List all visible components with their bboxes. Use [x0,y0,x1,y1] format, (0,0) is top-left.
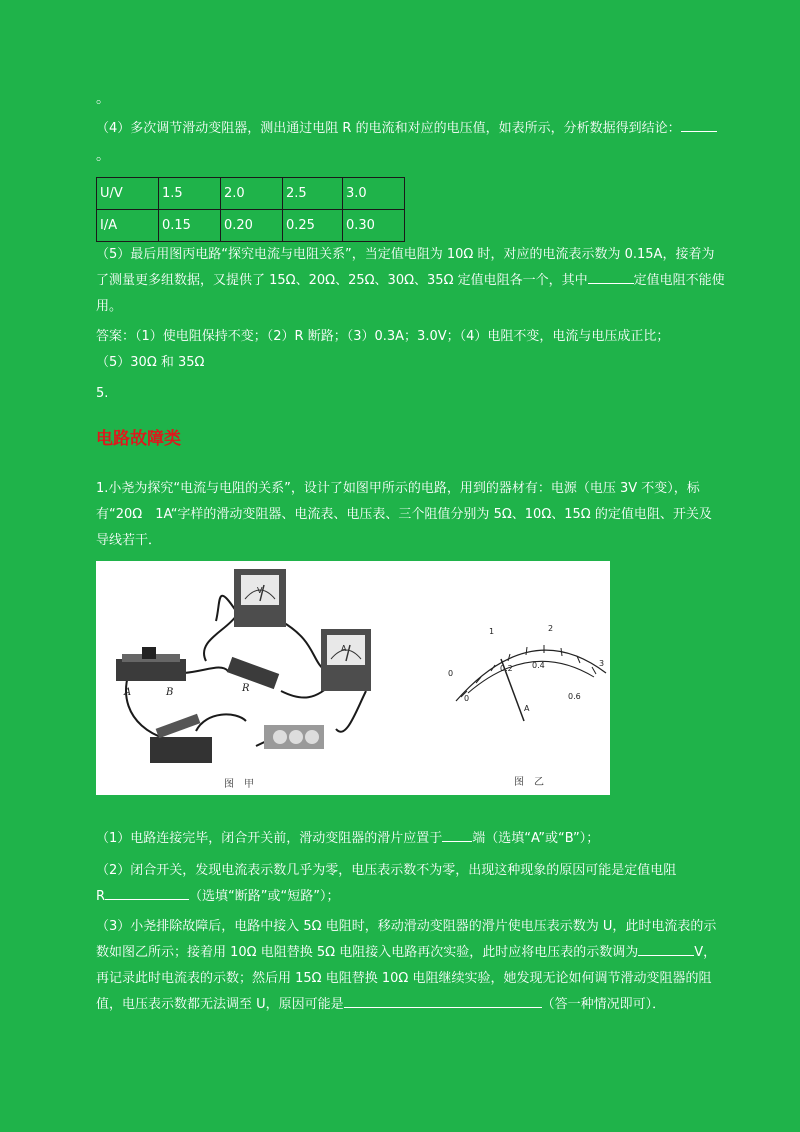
sub-question-2-r: R [96,889,106,904]
table-cell: I/A [97,210,159,242]
stray-period: 。 [96,91,110,107]
question-5-line1: （5）最后用图丙电路“探究电流与电阻关系”，当定值电阻为 10Ω 时，对应的电流表示数为 0.15A，接着为 [96,247,715,262]
sub-question-3-line4-tail: （答一种情况即可）． [541,997,666,1012]
dial-unit: A [524,704,530,713]
ammeter-dial [456,645,606,721]
question-5-line2-text: 了测量更多组数据，又提供了 15Ω、20Ω、25Ω、30Ω、35Ω 定值电阻各一个，其中 [96,273,588,288]
answer-blank [638,941,694,956]
problem-1-line1: 1.小尧为探究“电流与电阻的关系”，设计了如图甲所示的电路，用到的器材有：电源（电压 3V 不变），标 [96,481,700,496]
table-cell: 2.5 [283,178,343,210]
sub-question-2 [96,858,776,910]
question-5-line2-tail: 定值电阻不能使 [633,273,725,288]
problem-1 [96,476,776,554]
answer-line2: （5）30Ω 和 35Ω [96,355,205,370]
dial-bottom-2: 0.4 [532,661,545,670]
problem-1-line2: 有“20Ω 1A“字样的滑动变阻器、电流表、电压表、三个阻值分别为 5Ω、10Ω、15Ω 的定值电阻、开关及 [96,507,712,522]
dial-bottom-1: 0.2 [500,664,513,673]
dial-top-3: 3 [599,659,605,668]
figure-jia-caption: 图 甲 [224,779,254,790]
sub-question-2-line1: （2）闭合开关，发现电流表示数几乎为零，电压表示数不为零，出现这种现象的原因可能是定值电阻 [96,863,677,878]
sub-question-2-tail: （选填“断路”或“短路”）； [189,889,340,904]
section-heading: 电路故障类 [96,429,181,449]
sub-question-3-line1: （3）小尧排除故障后，电路中接入 5Ω 电阻时，移动滑动变阻器的滑片使电压表示数为 U，此时电流表的示 [96,919,717,934]
dial-top-0: 0 [448,669,454,678]
answer-blank [442,827,472,842]
question-5-line3: 用。 [96,299,123,314]
answer-blank [105,885,189,900]
dial-top-2: 2 [548,624,554,633]
voltmeter-label: V [257,586,263,595]
sub-question-3-line4-text: 值，电压表示数都无法调至 U，原因可能是 [96,997,344,1012]
sub-question-3-line2-tail: V， [694,945,717,960]
table-cell: 0.30 [343,210,405,242]
circuit-figure [96,561,610,795]
table-cell: 1.5 [159,178,221,210]
dial-top-1: 1 [489,627,495,636]
ammeter-icon [321,629,371,691]
table-cell: 0.20 [221,210,283,242]
sub-question-2-line2 [96,884,776,910]
answer-blank [681,117,717,132]
ammeter-label: A [341,644,347,653]
resistor-label: R [242,683,250,694]
uv-data-table [96,177,405,242]
rheostat-b-label: B [166,687,174,698]
answer-block [96,324,766,376]
figure-yi-caption: 图 乙 [514,777,544,788]
rheostat-a-label: A [124,687,132,698]
sub-question-3-line2-text: 数如图乙所示；接着用 10Ω 电阻替换 5Ω 电阻接入电路再次实验，此时应将电压表的示数调为 [96,945,639,960]
table-row [97,210,405,242]
sub-question-3 [96,914,776,1018]
table-cell: U/V [97,178,159,210]
rheostat-icon [116,647,186,698]
sub-question-1 [96,826,766,852]
answer-blank [588,269,634,284]
question-4-text: （4）多次调节滑动变阻器，测出通过电阻 R 的电流和对应的电压值，如表所示，分析数据得到结论： [96,121,681,136]
table-cell: 0.25 [283,210,343,242]
table-cell: 0.15 [159,210,221,242]
question-4 [96,116,796,142]
table-cell: 2.0 [221,178,283,210]
question-4-tail: 。 [96,148,110,164]
table-row [97,178,405,210]
resistor-icon [227,657,279,694]
sub-question-3-line3: 再记录此时电流表的示数；然后用 15Ω 电阻替换 10Ω 电阻继续实验，她发现无论如何调节滑动变阻器的阻 [96,971,712,986]
sub-question-3-line2 [96,940,776,966]
problem-1-line3: 导线若干． [96,533,162,548]
sub-question-1-tail: 端（选填“A”或“B”）； [472,831,600,846]
dial-bottom-0: 0 [464,694,470,703]
question-5-line2 [96,268,766,294]
answer-blank [344,993,542,1008]
voltmeter-icon [234,569,286,627]
sub-question-3-line4 [96,992,776,1018]
table-cell: 3.0 [343,178,405,210]
dial-bottom-3: 0.6 [568,692,581,701]
answer-line1: 答案：（1）使电阻保持不变；（2）R 断路；（3）0.3A；3.0V；（4）电阻不变，电流与电压成正比； [96,329,670,344]
question-5 [96,242,766,320]
battery-icon [264,725,324,749]
sub-question-1-text: （1）电路连接完毕，闭合开关前，滑动变阻器的滑片应置于 [96,831,443,846]
item-number: 5. [96,386,109,401]
